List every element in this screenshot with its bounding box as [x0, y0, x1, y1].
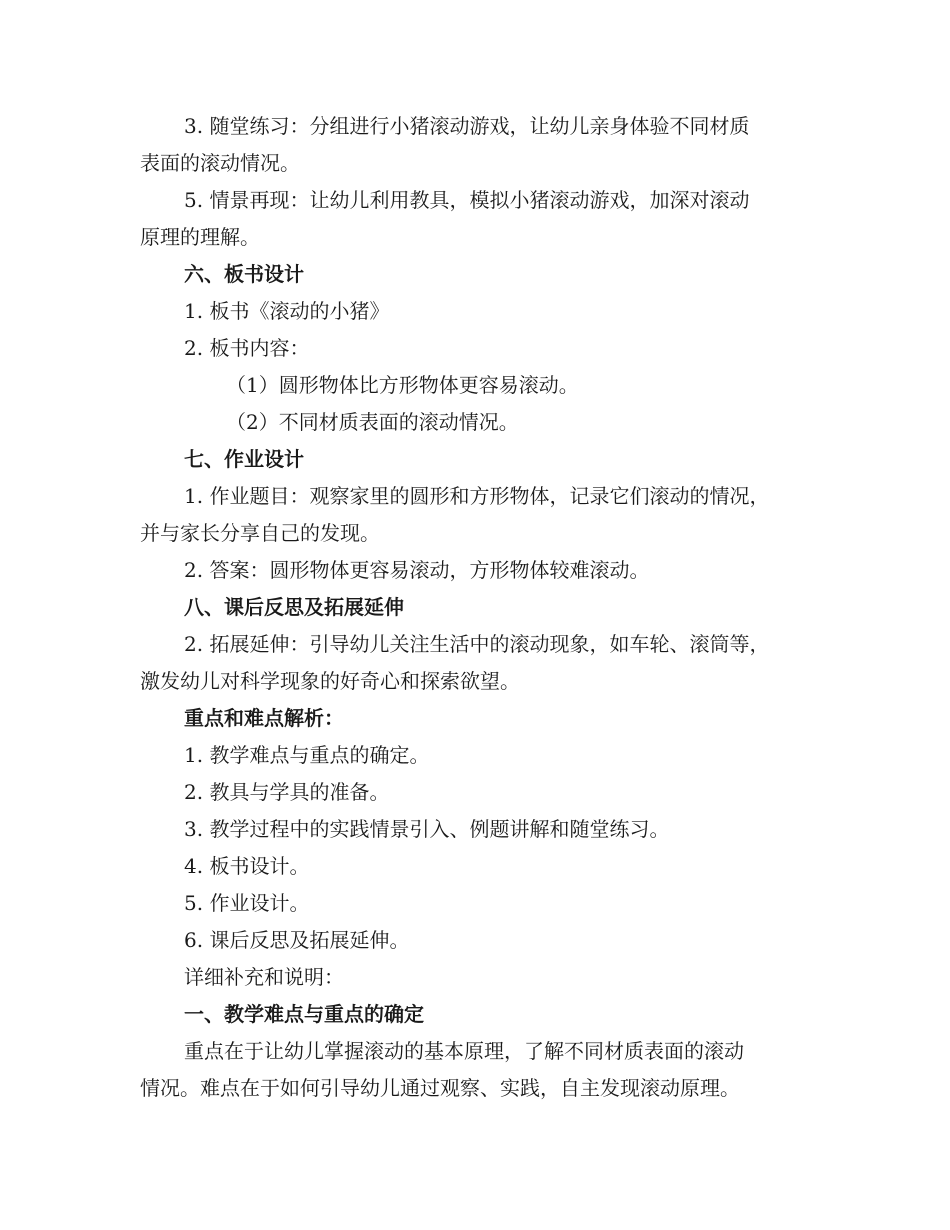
sub-list-item: （1）圆形物体比方形物体更容易滚动。: [226, 373, 579, 397]
paragraph-line: 1. 作业题目：观察家里的圆形和方形物体，记录它们滚动的情况，: [184, 484, 770, 508]
paragraph-line: 原理的理解。: [140, 225, 260, 249]
section-heading: 八、课后反思及拓展延伸: [184, 595, 404, 619]
paragraph-line: 2. 拓展延伸：引导幼儿关注生活中的滚动现象，如车轮、滚筒等，: [184, 632, 770, 656]
paragraph-line: 并与家长分享自己的发现。: [140, 521, 380, 545]
paragraph-line: 重点在于让幼儿掌握滚动的基本原理，了解不同材质表面的滚动: [184, 1039, 744, 1063]
list-item: 1. 教学难点与重点的确定。: [184, 743, 430, 767]
paragraph-line: 情况。难点在于如何引导幼儿通过观察、实践，自主发现滚动原理。: [140, 1076, 740, 1100]
paragraph-line: 3. 随堂练习：分组进行小猪滚动游戏，让幼儿亲身体验不同材质: [184, 114, 750, 138]
section-heading: 六、板书设计: [184, 262, 304, 286]
list-item: 2. 教具与学具的准备。: [184, 780, 390, 804]
paragraph-line: 详细补充和说明：: [184, 965, 344, 989]
paragraph-line: 表面的滚动情况。: [140, 151, 300, 175]
list-item: 2. 板书内容：: [184, 336, 310, 360]
paragraph-line: 5. 情景再现：让幼儿利用教具，模拟小猪滚动游戏，加深对滚动: [184, 188, 750, 212]
list-item: 5. 作业设计。: [184, 891, 310, 915]
list-item: 3. 教学过程中的实践情景引入、例题讲解和随堂练习。: [184, 817, 670, 841]
list-item: 6. 课后反思及拓展延伸。: [184, 928, 410, 952]
section-heading: 一、教学难点与重点的确定: [184, 1002, 424, 1026]
sub-list-item: （2）不同材质表面的滚动情况。: [226, 410, 519, 434]
list-item: 2. 答案：圆形物体更容易滚动，方形物体较难滚动。: [184, 558, 650, 582]
list-item: 4. 板书设计。: [184, 854, 310, 878]
paragraph-line: 激发幼儿对科学现象的好奇心和探索欲望。: [140, 669, 520, 693]
section-heading: 七、作业设计: [184, 447, 304, 471]
section-heading: 重点和难点解析：: [184, 706, 344, 730]
list-item: 1. 板书《滚动的小猪》: [184, 299, 390, 323]
